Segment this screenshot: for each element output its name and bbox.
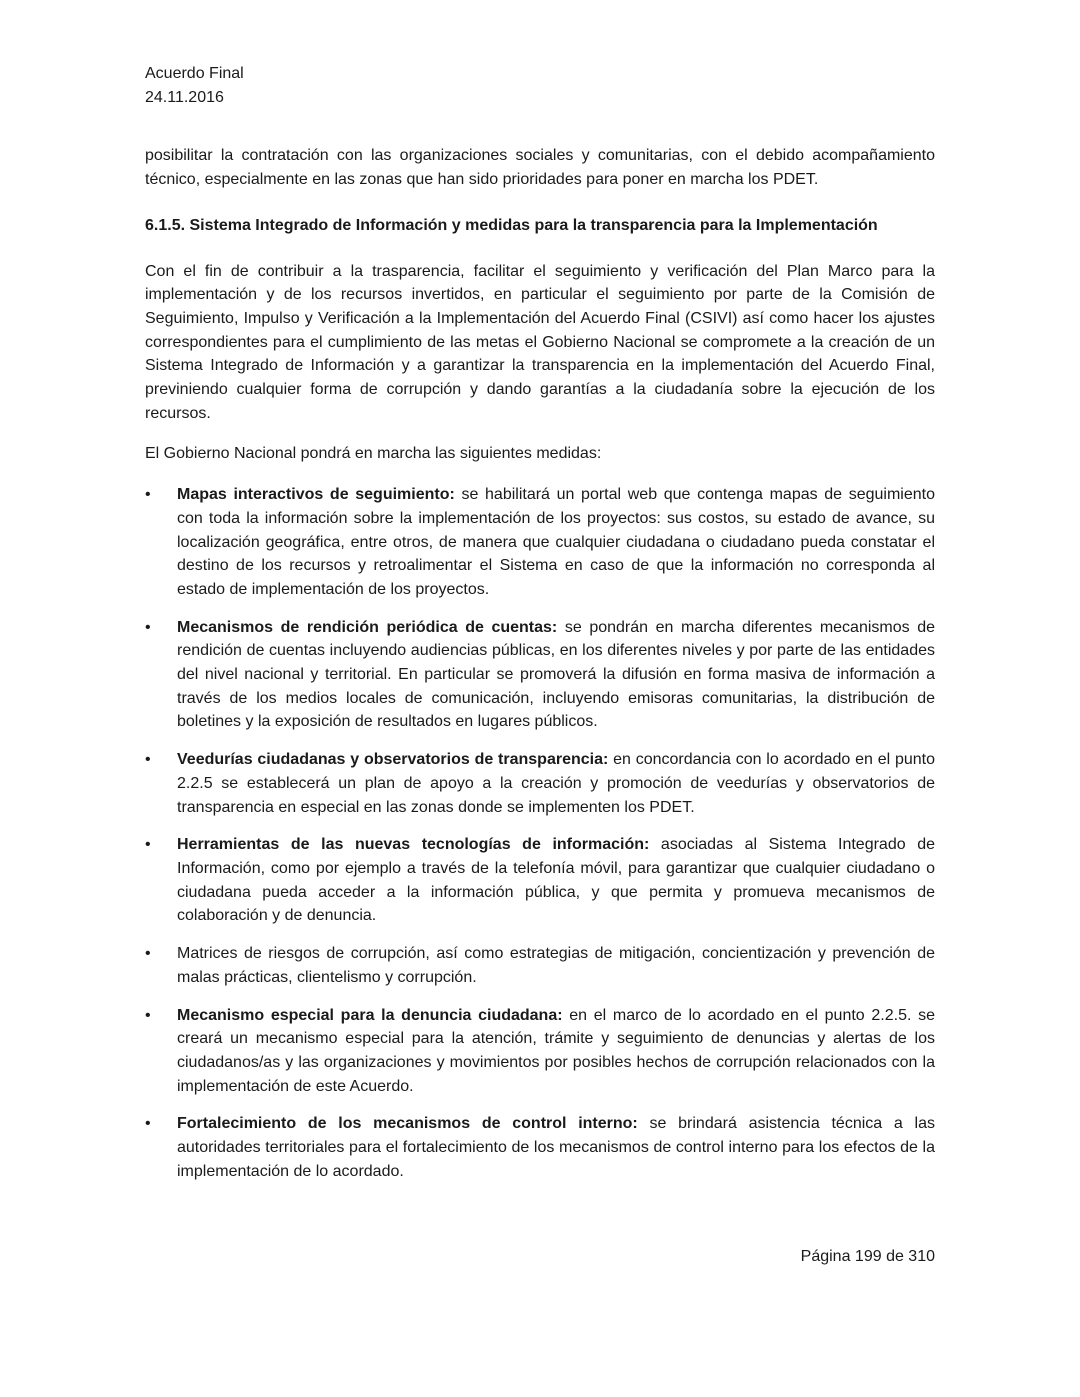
item-text: Matrices de riesgos de corrupción, así como estrategias de mitigación, concientización y prevención de malas prácticas, clientelismo y corrupción. [177, 945, 935, 986]
lead-paragraph: El Gobierno Nacional pondrá en marcha las siguientes medidas: [145, 445, 602, 463]
item-text: se brindará asistencia técnica a las autoridades territoriales para el fortalecimiento de los mecanismos de control interno para los efectos de la implementación de lo acordado. [177, 1115, 935, 1180]
item-title: Veedurías ciudadanas y observatorios de transparencia: [177, 751, 609, 769]
bullet-icon: • [145, 618, 151, 636]
bullet-icon: • [145, 751, 151, 769]
bullet-icon: • [145, 1006, 151, 1024]
list-item [145, 483, 935, 602]
item-text: asociadas al Sistema Integrado de Información, como por ejemplo a través de la telefonía móvil, para garantizar que cualquier ciudadano o ciudadana pueda acceder a la información pública, y que permita y promueva mecanismos de colaboración y de denuncia. [177, 836, 935, 925]
bullet-icon: • [145, 945, 151, 963]
list-item [145, 942, 935, 989]
item-title: Fortalecimiento de los mecanismos de control interno: [177, 1115, 638, 1133]
item-title: Mapas interactivos de seguimiento: [177, 486, 455, 504]
bullet-icon: • [145, 1115, 151, 1133]
list-item [145, 1004, 935, 1099]
document-page [145, 62, 935, 1197]
header-date: 24.11.2016 [145, 88, 224, 106]
section-heading: 6.1.5. Sistema Integrado de Información y medidas para la transparencia para la Implementación [145, 216, 878, 234]
body-paragraph: Con el fin de contribuir a la trasparencia, facilitar el seguimiento y verificación del Plan Marco para la implementación y de los recursos invertidos, en particular el seguimiento por parte de la Comisión de Seguimiento, Impulso y Verificación a la Implementación del Acuerdo Final (CSIVI) así como hacer los ajustes correspondientes para el cumplimiento de las metas el Gobierno Nacional se compromete a la creación de un Sistema Integrado de Información y a garantizar la transparencia en la implementación del Acuerdo Final, previniendo cualquier forma de corrupción y dando garantías a la ciudadanía sobre la ejecución de los recursos. [145, 262, 935, 422]
bullet-icon: • [145, 836, 151, 854]
list-item [145, 833, 935, 928]
page-number: Página 199 de 310 [800, 1248, 935, 1265]
list-item [145, 1112, 935, 1183]
intro-paragraph: posibilitar la contratación con las organizaciones sociales y comunitarias, con el debido acompañamiento técnico, especialmente en las zonas que han sido prioridades para poner en marcha los PDET. [145, 147, 935, 189]
item-text: se pondrán en marcha diferentes mecanismos de rendición de cuentas incluyendo audiencias públicas, en los diferentes niveles y por parte de las entidades del nivel nacional y territorial. En particular se promoverá la difusión en forma masiva de información a través de los medios locales de comunicación, incluyendo emisoras comunitarias, la distribución de boletines y la exposición de resultados en lugares públicos. [177, 618, 936, 731]
item-text: en concordancia con lo acordado en el punto 2.2.5 se establecerá un plan de apoyo a la creación y promoción de veedurías y observatorios de transparencia en especial en las zonas donde se implementen los PDET. [177, 751, 935, 816]
header-title: Acuerdo Final [145, 65, 244, 82]
item-title: Mecanismos de rendición periódica de cuentas: [177, 618, 558, 636]
bullet-icon: • [145, 486, 151, 504]
item-text: en el marco de lo acordado en el punto 2.2.5. se creará un mecanismo especial para la atención, trámite y seguimiento de denuncias y alertas de los ciudadanos/as y las organizaciones y movimientos por posibles hechos de corrupción relacionados con la implementación de este Acuerdo. [177, 1006, 935, 1095]
item-title: Mecanismo especial para la denuncia ciudadana: [177, 1006, 563, 1024]
measures-list [145, 483, 935, 1183]
list-item [145, 748, 935, 819]
item-title: Herramientas de las nuevas tecnologías de información: [177, 836, 650, 854]
item-text: se habilitará un portal web que contenga mapas de seguimiento con toda la información sobre la implementación de los proyectos: sus costos, su estado de avance, su localización geográfica, entre otros, de manera que cualquier ciudadana o ciudadano pueda constatar el destino de los recursos y retroalimentar el Sistema en caso de que la información no corresponda al estado de implementación de los proyectos. [177, 486, 935, 598]
list-item [145, 616, 935, 735]
